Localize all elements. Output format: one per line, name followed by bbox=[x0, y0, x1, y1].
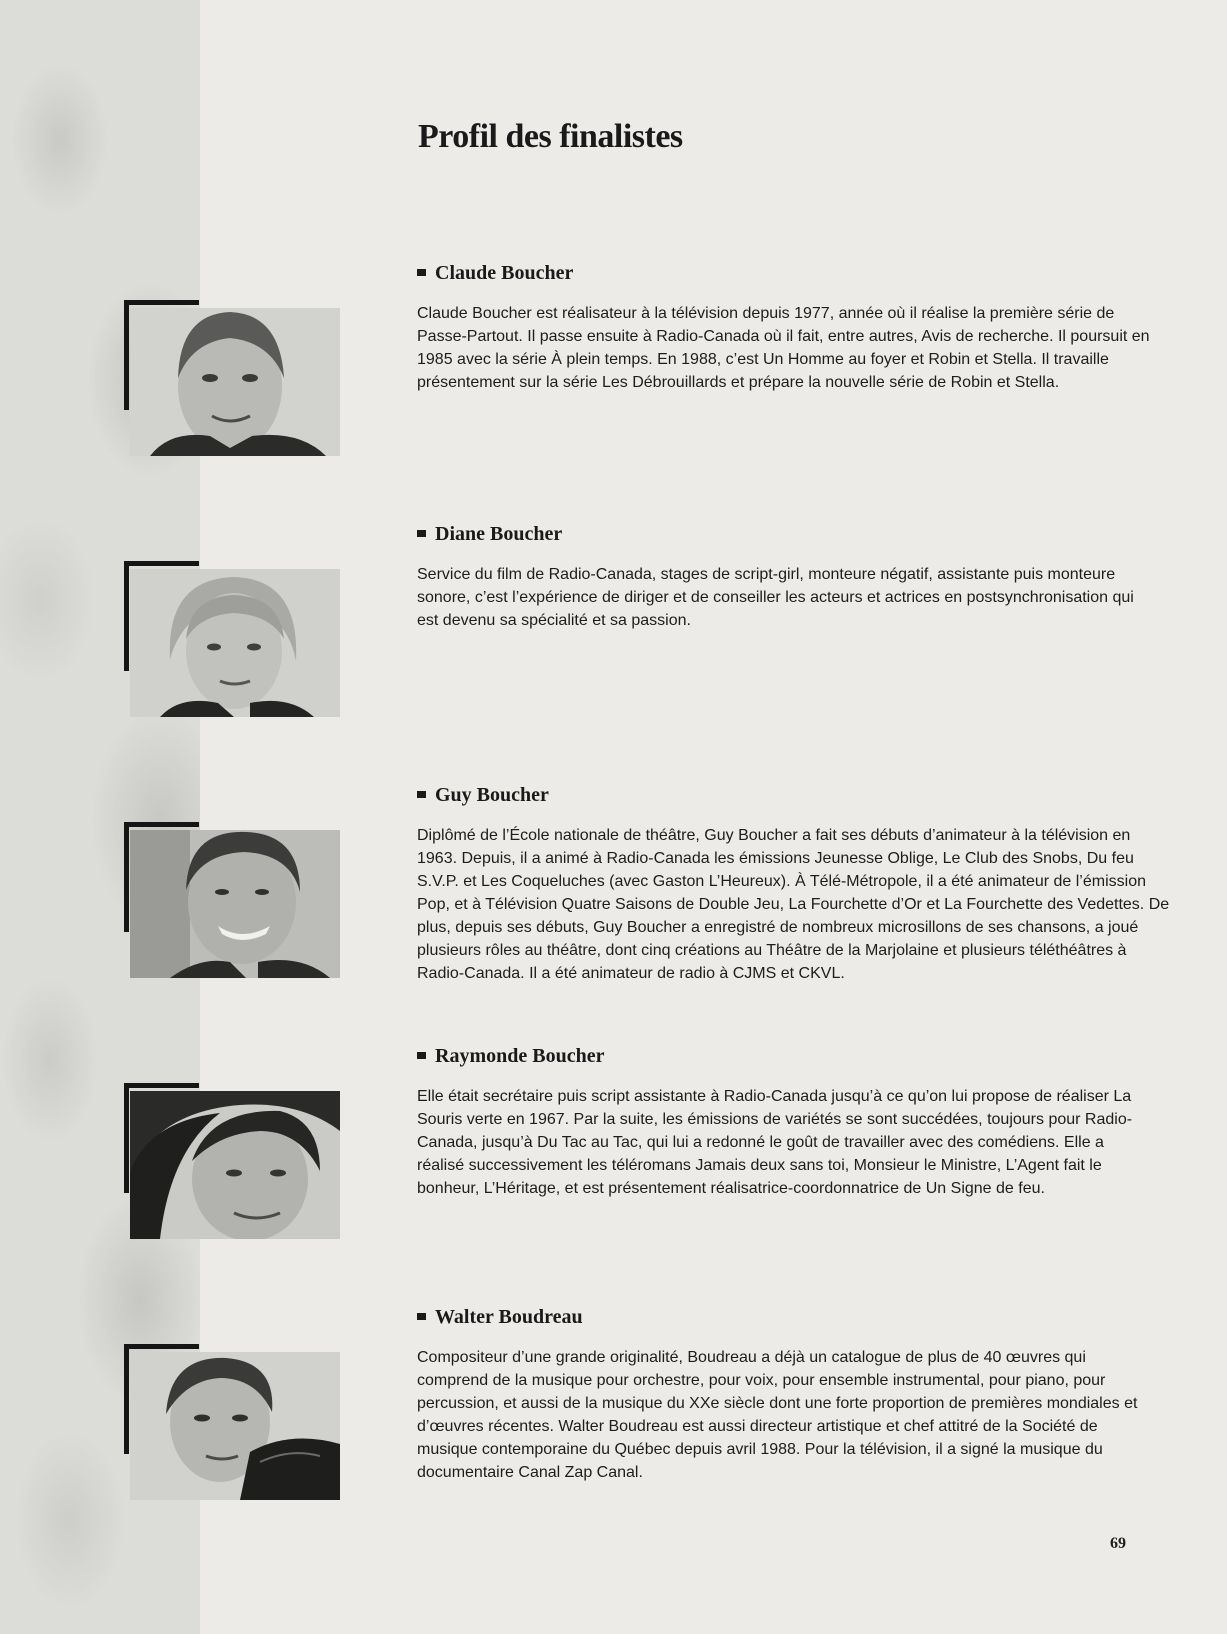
bullet-marker bbox=[417, 1313, 426, 1320]
photo-frame-bracket-top bbox=[124, 1083, 199, 1088]
portrait-image bbox=[130, 830, 340, 978]
finalist-bio bbox=[417, 563, 1134, 632]
finalist-bio bbox=[417, 1346, 1138, 1484]
bio-line: comprend de la musique pour orchestre, pour voix, pour ensemble instrumental, pour piano, pour bbox=[417, 1372, 1106, 1389]
finalist-name: Raymonde Boucher bbox=[435, 1045, 605, 1067]
bio-line: Compositeur d’une grande originalité, Boudreau a déjà un catalogue de plus de 40 œuvres qui bbox=[417, 1349, 1086, 1366]
finalist-bio bbox=[417, 1085, 1133, 1200]
bio-line: S.V.P. et Les Coqueluches (avec Gaston L’Heureux). À Télé-Métropole, il a été animateur de l’émission bbox=[417, 873, 1146, 890]
portrait-image bbox=[130, 1091, 340, 1239]
bio-line: percussion, et aussi de la musique du XXe siècle dont une forte proportion de premières mondiales et bbox=[417, 1395, 1138, 1412]
finalist-name: Guy Boucher bbox=[435, 784, 549, 806]
photo-frame-bracket bbox=[124, 300, 129, 410]
finalist-heading bbox=[417, 262, 573, 290]
finalist-entry bbox=[0, 784, 1227, 984]
portrait-image bbox=[130, 308, 340, 456]
finalist-photo bbox=[130, 308, 340, 456]
bio-line: Radio-Canada. Il a été animateur de radio à CJMS et CKVL. bbox=[417, 965, 845, 982]
finalist-heading bbox=[417, 1306, 583, 1334]
finalist-name: Diane Boucher bbox=[435, 523, 563, 545]
photo-frame-bracket bbox=[124, 561, 129, 671]
bio-line: présentement sur la série Les Débrouillards et prépare la nouvelle série de Robin et Stella. bbox=[417, 374, 1060, 391]
finalist-entry bbox=[0, 523, 1227, 723]
bullet-marker bbox=[417, 269, 426, 276]
portrait-image bbox=[130, 1352, 340, 1500]
bio-line: Pop, et à Télévision Quatre Saisons de Double Jeu, La Fourchette d’Or et La Fourchette des Vedettes. De bbox=[417, 896, 1170, 913]
finalist-entry bbox=[0, 1306, 1227, 1506]
finalist-entry bbox=[0, 262, 1227, 462]
bio-line: réalisé successivement les téléromans Jamais deux sans toi, Monsieur le Ministre, L’Agent fait le bbox=[417, 1157, 1102, 1174]
bio-line: 1985 avec la série À plein temps. En 1988, c’est Un Homme au foyer et Robin et Stella. Il travaille bbox=[417, 351, 1109, 368]
bio-line: Canada, jusqu’à Du Tac au Tac, qui lui a redonné le goût de travailler avec des comédiens. Elle a bbox=[417, 1134, 1104, 1151]
bio-line: plus, depuis ses débuts, Guy Boucher a enregistré de nombreux microsillons de ses chansons, a joué bbox=[417, 919, 1139, 936]
photo-frame-bracket-top bbox=[124, 561, 199, 566]
bio-line: Elle était secrétaire puis script assistante à Radio-Canada jusqu’à ce qu’on lui propose de réaliser La bbox=[417, 1088, 1132, 1105]
photo-frame-bracket bbox=[124, 822, 129, 932]
finalist-name: Walter Boudreau bbox=[435, 1306, 583, 1328]
photo-frame-bracket-top bbox=[124, 822, 199, 827]
bio-line: Passe-Partout. Il passe ensuite à Radio-Canada où il fait, entre autres, Avis de recherche. Il poursuit en bbox=[417, 328, 1150, 345]
bullet-marker bbox=[417, 791, 426, 798]
finalist-photo bbox=[130, 830, 340, 978]
bio-line: d’œuvres récentes. Walter Boudreau est aussi directeur artistique et chef attitré de la Société de bbox=[417, 1418, 1098, 1435]
finalist-heading bbox=[417, 523, 562, 551]
bullet-marker bbox=[417, 1052, 426, 1059]
photo-frame-bracket bbox=[124, 1344, 129, 1454]
page-title: Profil des finalistes bbox=[418, 118, 683, 155]
photo-frame-bracket-top bbox=[124, 300, 199, 305]
finalist-photo bbox=[130, 1352, 340, 1500]
portrait-image bbox=[130, 569, 340, 717]
finalist-photo bbox=[130, 1091, 340, 1239]
finalist-bio bbox=[417, 302, 1150, 394]
bio-line: Souris verte en 1967. Par la suite, les émissions de variétés se sont succédées, toujours pour Radio- bbox=[417, 1111, 1133, 1128]
page-number: 69 bbox=[1110, 1535, 1126, 1552]
bio-line: sonore, c’est l’expérience de diriger et de conseiller les acteurs et actrices en postsynchronisation qui bbox=[417, 589, 1134, 606]
bio-line: 1963. Depuis, il a animé à Radio-Canada les émissions Jeunesse Oblige, Le Club des Snobs, Du feu bbox=[417, 850, 1134, 867]
finalist-entry bbox=[0, 1045, 1227, 1245]
bio-line: Service du film de Radio-Canada, stages de script-girl, monteure négatif, assistante puis monteure bbox=[417, 566, 1116, 583]
bio-line: bonheur, L’Héritage, et est présentement réalisatrice-coordonnatrice de Un Signe de feu. bbox=[417, 1180, 1045, 1197]
bio-line: Claude Boucher est réalisateur à la télévision depuis 1977, année où il réalise la première série de bbox=[417, 305, 1115, 322]
finalist-photo bbox=[130, 569, 340, 717]
finalist-name: Claude Boucher bbox=[435, 262, 574, 284]
bio-line: musique contemporaine du Québec depuis avril 1988. Pour la télévision, il a signé la musique du bbox=[417, 1441, 1103, 1458]
bio-line: documentaire Canal Zap Canal. bbox=[417, 1464, 643, 1481]
finalist-bio bbox=[417, 824, 1170, 985]
finalist-heading bbox=[417, 784, 549, 812]
bio-line: est devenu sa spécialité et sa passion. bbox=[417, 612, 691, 629]
bio-line: plusieurs rôles au théâtre, dont cinq créations au Théâtre de la Marjolaine et plusieurs téléthéâtres à bbox=[417, 942, 1127, 959]
photo-frame-bracket bbox=[124, 1083, 129, 1193]
photo-frame-bracket-top bbox=[124, 1344, 199, 1349]
bio-line: Diplômé de l’École nationale de théâtre, Guy Boucher a fait ses débuts d’animateur à la télévision en bbox=[417, 827, 1131, 844]
bullet-marker bbox=[417, 530, 426, 537]
finalist-heading bbox=[417, 1045, 604, 1073]
